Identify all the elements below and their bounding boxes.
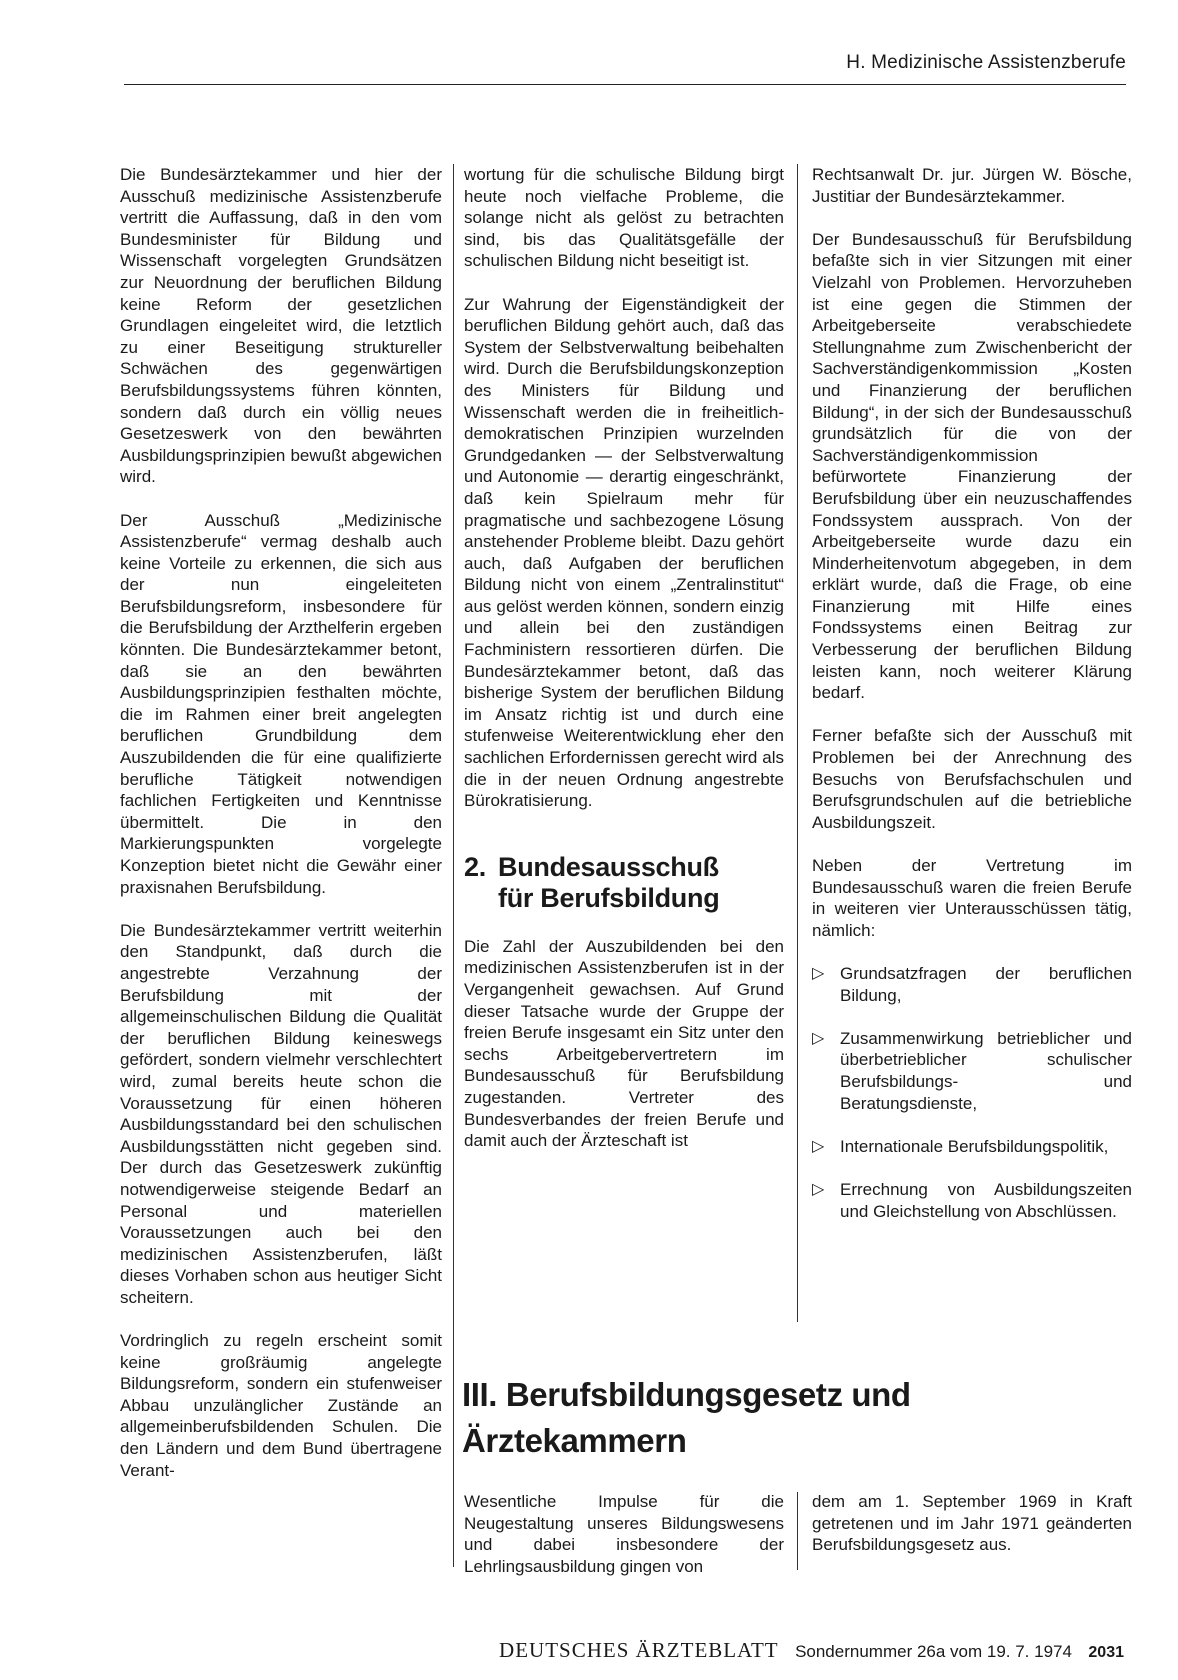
triangle-bullet-icon: ▷ [812, 964, 825, 982]
paragraph: Der Ausschuß „Medizinische Assistenzberufe“ vermag deshalb auch keine Vorteile zu erkennen, die sich aus der nun eingeleiteten Berufsbildungsreform, insbesondere für die Berufsbildung der Arzthelferin ergeben könnten. Die Bundesärztekammer betont, daß sie an den bewährten Ausbildungsprinzipien festhalten möchte, die im Rahmen einer breit angelegten beruflichen Grundbildung dem Auszubildenden die für eine qualifizierte berufliche Tätigkeit notwendigen fachlichen Fertigkeiten und Kenntnisse übermittelt. Die in den Markierungspunkten vorgelegte Konzeption bietet nicht die Gewähr einer praxisnahen Berufsbildung. [120, 510, 442, 897]
column-divider-1 [453, 164, 454, 1567]
paragraph: Neben der Vertretung im Bundesausschuß waren die freien Berufe in weiteren vier Unterausschüssen tätig, nämlich: [812, 856, 1132, 940]
issue-info: Sondernummer 26a vom 19. 7. 1974 [795, 1642, 1072, 1661]
column-divider-3 [797, 1492, 798, 1570]
text-column-1 [120, 164, 442, 1503]
triangle-bullet-icon: ▷ [812, 1137, 825, 1155]
paragraph: Der Bundesausschuß für Berufsbildung befaßte sich in vier Sitzungen mit einer Vielzahl von Problemen. Hervorzuheben ist eine gegen die Stimmen der Arbeitgeberseite verabschiedete Stellungnahme zum Zwischenbericht der Sachverständigenkommission „Kosten und Finanzierung der beruflichen Bildung“, in der sich der Bundesausschuß grundsätzlich für die von der Sachverständigenkommission befürwortete Finanzierung der Berufsbildung über ein neuzuschaffendes Fondssystem aussprach. Von der Arbeitgeberseite wurde dazu ein Minderheitenvotum abgegeben, in dem erklärt wurde, daß die Frage, ob eine Finanzierung mit Hilfe eines Fondssystems einen Beitrag zur Verbesserung der beruflichen Bildung leisten kann, noch weiterer Klärung bedarf. [812, 229, 1132, 703]
paragraph: Die Bundesärztekammer vertritt weiterhin den Standpunkt, daß durch die angestrebte Verzahnung der Berufsbildung mit der allgemeinschulischen Bildung die Qualität der beruflichen Bildung keineswegs gefördert, sondern vielmehr verschlechtert wird, zumal bereits heute schon die Voraussetzung für einen höheren Ausbildungsstandard bei den schulischen Ausbildungsstätten nicht gegeben sind. Der durch das Gesetzeswerk zukünftig notwendigerweise steigende Bedarf an Personal und materiellen Voraussetzungen auch bei den medizinischen Assistenzberufen, läßt dieses Vorhaben schon aus heutiger Sicht scheitern. [120, 920, 442, 1307]
paragraph: Wesentliche Impulse für die Neugestaltung unseres Bildungswesens und dabei insbesondere der Lehrlingsausbildung gingen von [464, 1492, 784, 1576]
journal-name: DEUTSCHES ÄRZTEBLATT [499, 1638, 779, 1662]
paragraph: Die Zahl der Auszubildenden bei den medizinischen Assistenzberufen ist in der Vergangenheit gewachsen. Auf Grund dieser Tatsache wurde der Gruppe der freien Berufe insgesamt ein Sitz unter den sechs Arbeitgebervertretern im Bundesausschuß für Berufsbildung zugestanden. Vertreter des Bundesverbandes der freien Berufe und damit auch der Ärzteschaft ist [464, 936, 784, 1151]
list-item [812, 1179, 1132, 1222]
paragraph: Die Bundesärztekammer und hier der Ausschuß medizinische Assistenzberufe vertritt die Auffassung, daß in den vom Bundesminister für Bildung und Wissenschaft vorgelegten Grundsätzen zur Neuordnung der beruflichen Bildung keine Reform der gesetzlichen Grundlagen eingeleitet wird, die letztlich zu einer Beseitigung struktureller Schwächen des gegenwärtigen Berufsbildungssystems führen könnten, sondern daß durch ein völlig neues Gesetzeswerk von den bewährten Ausbildungsprinzipien bewußt abgewichen wird. [120, 165, 442, 487]
list-item [812, 1028, 1132, 1114]
paragraph: Rechtsanwalt Dr. jur. Jürgen W. Bösche, Justitiar der Bundesärztekammer. [812, 165, 1132, 206]
paragraph: Ferner befaßte sich der Ausschuß mit Problemen bei der Anrechnung des Besuchs von Berufsfachschulen und Berufsgrundschulen auf die betriebliche Ausbildungszeit. [812, 726, 1132, 832]
paragraph: Vordringlich zu regeln erscheint somit keine großräumig angelegte Bildungsreform, sondern ein stufenweiser Abbau unzulänglicher Zustände an allgemeinberufsbildenden Schulen. Die den Ländern und dem Bund übertragene Verant- [120, 1331, 442, 1480]
section-heading-2 [464, 852, 784, 914]
page-footer [499, 1638, 1124, 1663]
section-heading-3 [462, 1372, 1142, 1464]
heading-line: Ärztekammern [462, 1422, 687, 1459]
heading-line: Bundesausschuß [498, 851, 719, 882]
list-item-text: Internationale Berufsbildungspolitik, [840, 1136, 1109, 1156]
page-number: 2031 [1088, 1644, 1124, 1661]
paragraph: Zur Wahrung der Eigenständigkeit der beruflichen Bildung gehört auch, daß das System der Selbstverwaltung beibehalten wird. Durch die Berufsbildungskonzeption des Ministers für Bildung und Wissenschaft werden die in freiheitlich-demokratischen Prinzipien wurzelnden Grundgedanken — der Selbstverwaltung und Autonomie — derartig eingeschränkt, daß kein Spielraum mehr für pragmatische und sachbezogene Lösung anstehender Probleme bleibt. Dazu gehört auch, daß Aufgaben der beruflichen Bildung nicht von einem „Zentralinstitut“ aus gelöst werden können, sondern einzig und allein bei den zuständigen Fachministern ressortieren dürfen. Die Bundesärztekammer betont, daß das bisherige System der beruflichen Bildung im Ansatz richtig ist und durch eine stufenweise Weiterentwicklung eher den sachlichen Erfordernissen gerecht wird als die in der neuen Ordnung angestrebte Bürokratisierung. [464, 294, 784, 811]
list-item-text: Errechnung von Ausbildungszeiten und Gleichstellung von Abschlüssen. [840, 1179, 1132, 1221]
paragraph: wortung für die schulische Bildung birgt heute noch vielfache Probleme, die solange nicht als gelöst zu betrachten sind, bis das Qualitätsgefälle der schulischen Bildung nicht beseitigt ist. [464, 165, 784, 271]
heading-line: für Berufsbildung [498, 882, 720, 913]
triangle-bullet-icon: ▷ [812, 1180, 825, 1198]
list-item [812, 1136, 1132, 1158]
text-column-2 [464, 164, 784, 1173]
column-divider-2 [797, 164, 798, 1322]
list-item-text: Zusammenwirkung betrieblicher und überbetrieblicher schulischer Berufsbildungs- und Beratungsdienste, [840, 1028, 1132, 1113]
section-title: H. Medizinische Assistenzberufe [846, 52, 1126, 73]
list-item-text: Grundsatzfragen der beruflichen Bildung, [840, 963, 1132, 1005]
paragraph: dem am 1. September 1969 in Kraft getretenen und im Jahr 1971 geänderten Berufsbildungsgesetz aus. [812, 1492, 1132, 1555]
heading-number: 2. [464, 851, 486, 882]
header-rule [124, 84, 1126, 85]
triangle-bullet-icon: ▷ [812, 1029, 825, 1047]
list-item [812, 963, 1132, 1006]
heading-line: III. Berufsbildungsgesetz und [462, 1376, 911, 1413]
text-column-3 [812, 164, 1132, 1244]
